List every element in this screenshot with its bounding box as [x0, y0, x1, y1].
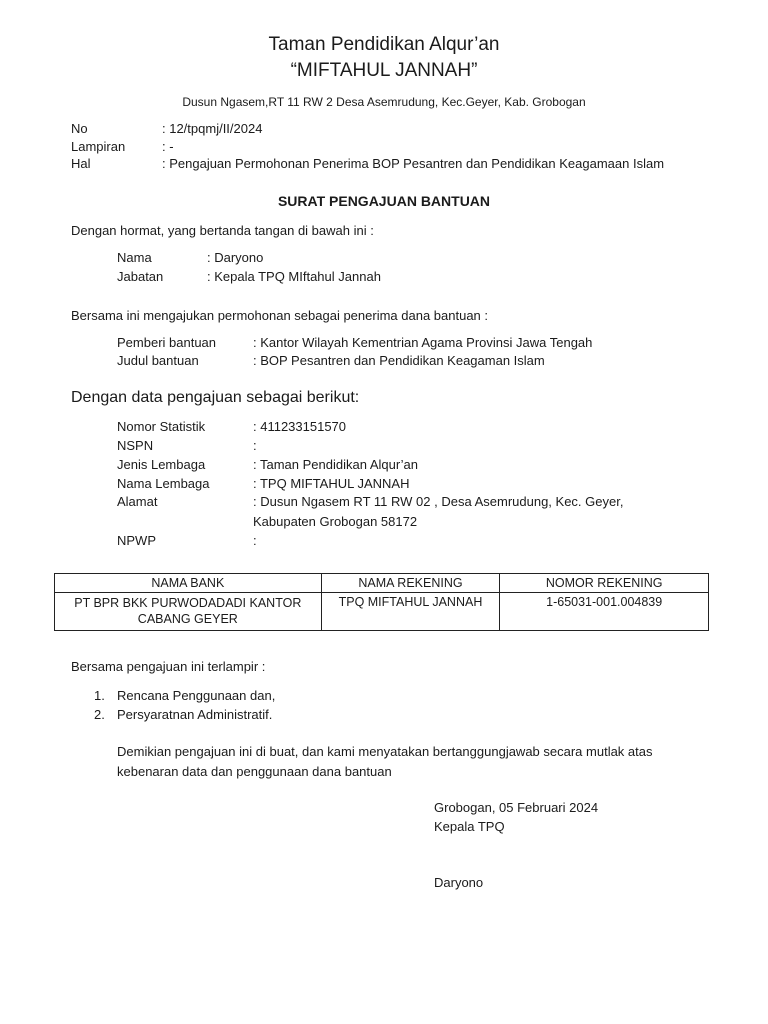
nspn-label: NSPN: [117, 438, 154, 453]
no-value: : 12/tpqmj/II/2024: [162, 121, 263, 136]
bank-table: [54, 573, 709, 631]
nspn-value: :: [253, 438, 257, 453]
signature-name: Daryono: [434, 875, 484, 890]
header-account-name: NAMA REKENING: [321, 574, 500, 593]
lampiran-label: Lampiran: [71, 139, 126, 154]
cell-account-name: TPQ MIFTAHUL JANNAH: [321, 593, 500, 631]
bank-table-header-row: [55, 574, 709, 593]
header-bank-name: NAMA BANK: [55, 574, 322, 593]
aid-giver-value: : Kantor Wilayah Kementrian Agama Provinsi Jawa Tengah: [253, 335, 593, 350]
table-row: [55, 593, 709, 631]
attachment-number: 1.: [94, 688, 105, 703]
data-intro: Dengan data pengajuan sebagai berikut:: [71, 389, 360, 406]
cell-bank-name: PT BPR BKK PURWODADADI KANTOR CABANG GEYER: [55, 593, 322, 631]
address-value-line2: Kabupaten Grobogan 58172: [253, 514, 418, 529]
attachment-number: 2.: [94, 707, 105, 722]
npwp-label: NPWP: [117, 533, 156, 548]
closing-line2: kebenaran data dan penggunaan dana bantuan: [117, 764, 392, 779]
attachments-intro: Bersama pengajuan ini terlampir :: [71, 659, 266, 674]
organization-name: Taman Pendidikan Alqur’an: [268, 34, 500, 55]
statistic-number-label: Nomor Statistik: [117, 419, 206, 434]
signature-position: Kepala TPQ: [434, 819, 505, 834]
header-account-number: NOMOR REKENING: [500, 574, 709, 593]
organization-title: “MIFTAHUL JANNAH”: [290, 60, 478, 81]
letter-title: SURAT PENGAJUAN BANTUAN: [277, 193, 491, 209]
attachment-item: Rencana Penggunaan dan,: [117, 688, 276, 703]
no-label: No: [71, 121, 88, 136]
closing-line1: Demikian pengajuan ini di buat, dan kami menyatakan bertanggungjawab secara mutlak atas: [117, 744, 653, 759]
npwp-value: :: [253, 533, 257, 548]
institution-type-label: Jenis Lembaga: [117, 457, 206, 472]
institution-name-value: : TPQ MIFTAHUL JANNAH: [253, 476, 410, 491]
request-intro: Bersama ini mengajukan permohonan sebagai penerima dana bantuan :: [71, 308, 489, 323]
hal-label: Hal: [71, 156, 91, 171]
signer-name-label: Nama: [117, 250, 152, 265]
greeting: Dengan hormat, yang bertanda tangan di bawah ini :: [71, 223, 374, 238]
signer-name-value: : Daryono: [207, 250, 264, 265]
hal-value: : Pengajuan Permohonan Penerima BOP Pesantren dan Pendidikan Keagamaan Islam: [162, 156, 665, 171]
signer-position-label: Jabatan: [117, 269, 164, 284]
address-label: Alamat: [117, 494, 158, 509]
aid-title-label: Judul bantuan: [117, 353, 199, 368]
signer-position-value: : Kepala TPQ MIftahul Jannah: [207, 269, 381, 284]
cell-account-number: 1-65031-001.004839: [500, 593, 709, 631]
aid-giver-label: Pemberi bantuan: [117, 335, 217, 350]
address-value-line1: : Dusun Ngasem RT 11 RW 02 , Desa Asemrudung, Kec. Geyer,: [253, 494, 624, 509]
statistic-number-value: : 411233151570: [253, 419, 347, 434]
signature-place-date: Grobogan, 05 Februari 2024: [434, 800, 599, 815]
attachment-item: Persyaratnan Administratif.: [117, 707, 273, 722]
aid-title-value: : BOP Pesantren dan Pendidikan Keagaman Islam: [253, 353, 545, 368]
institution-name-label: Nama Lembaga: [117, 476, 210, 491]
lampiran-value: : -: [162, 139, 174, 154]
institution-type-value: : Taman Pendidikan Alqur’an: [253, 457, 419, 472]
organization-address: Dusun Ngasem,RT 11 RW 2 Desa Asemrudung, Kec.Geyer, Kab. Grobogan: [182, 95, 586, 109]
